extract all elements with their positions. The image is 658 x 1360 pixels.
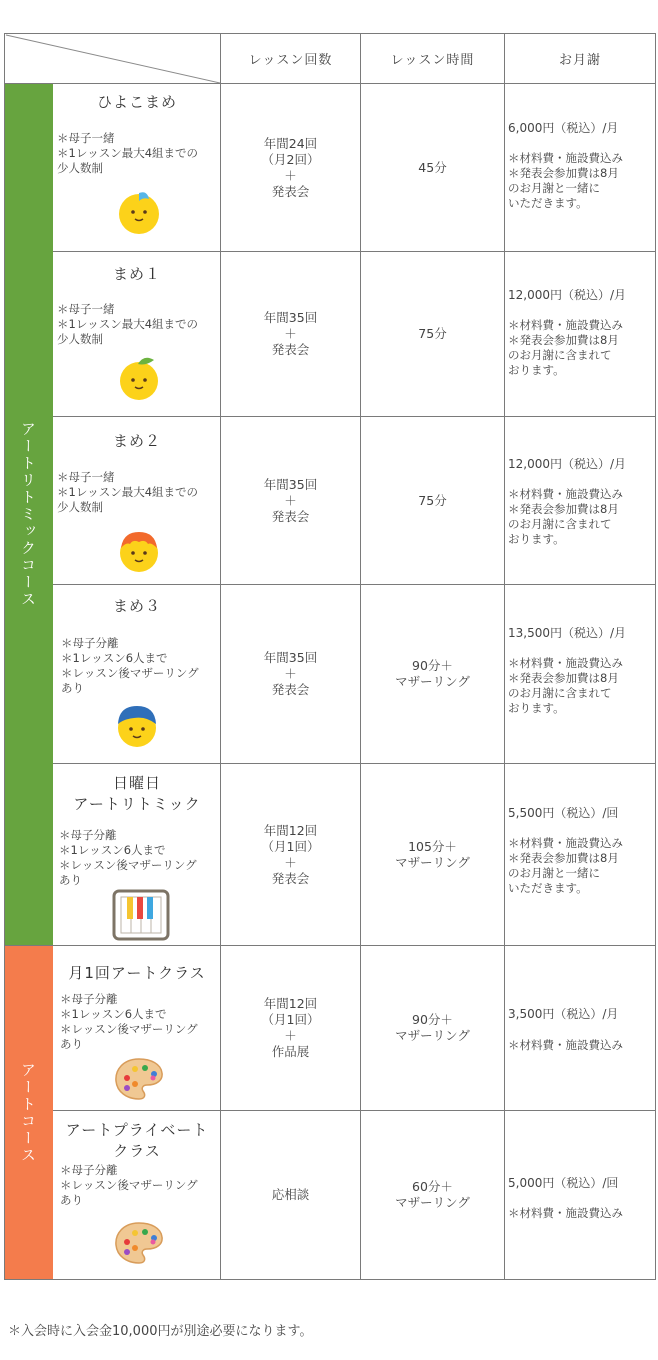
price: 6,000円（税込）/月 [508,121,619,135]
price: 13,500円（税込）/月 [508,626,627,640]
group-label-art-rhythmic: アートリトミックコース [19,421,37,608]
fee-notes: ＊材料費・施設費込み ＊発表会参加費は8月 のお月謝に含まれて おります。 [508,487,623,546]
blue-hair-face-icon [114,702,160,750]
sprout-face-icon [116,355,162,401]
fee-notes: ＊材料費・施設費込み ＊発表会参加費は8月 のお月謝に含まれて おります。 [508,318,623,377]
lesson-count: 年間35回 ＋ 発表会 [263,476,318,524]
price: 12,000円（税込）/月 [508,288,627,302]
header-lesson-count: レッスン回数 [248,52,333,68]
palette-icon [113,1220,165,1266]
lesson-time: 105分＋ マザーリング [395,838,470,870]
header-corner-diagonal [4,33,220,83]
course-notes: ＊母子一緒 ＊1レッスン最大4組までの 少人数制 [57,470,199,514]
course-notes: ＊母子分離 ＊レッスン後マザーリング あり [60,1163,198,1207]
fee-notes: ＊材料費・施設費込み ＊発表会参加費は8月 のお月謝と一緒に いただきます。 [508,836,623,895]
course-notes: ＊母子一緒 ＊1レッスン最大4組までの 少人数制 [57,131,199,175]
price: 5,500円（税込）/回 [508,806,619,820]
lesson-count: 年間12回 （月1回） ＋ 作品展 [261,996,320,1059]
course-name: ひよこまめ [96,93,177,111]
price: 3,500円（税込）/月 [508,1007,619,1021]
lesson-time: 90分＋ マザーリング [395,658,470,689]
palette-icon [113,1056,165,1102]
fee-notes: ＊材料費・施設費込み ＊発表会参加費は8月 のお月謝に含まれて おります。 [508,656,623,715]
course-notes: ＊母子分離 ＊1レッスン6人まで ＊レッスン後マザーリング あり [60,992,198,1051]
lesson-count: 年間12回 （月1回） ＋ 発表会 [261,822,320,886]
course-name: まめ３ [112,597,161,615]
orange-hair-face-icon [116,528,162,574]
fee-notes: ＊材料費・施設費込み [508,1038,623,1052]
fee-notes: ＊材料費・施設費込み [508,1206,623,1220]
lesson-count: 年間35回 ＋ 発表会 [263,650,318,697]
enrollment-fee-footnote: ＊入会時に入会金10,000円が別途必要になります。 [8,1324,313,1339]
header-lesson-time: レッスン時間 [390,52,475,68]
course-notes: ＊母子一緒 ＊1レッスン最大4組までの 少人数制 [57,302,199,346]
course-name: まめ２ [112,432,161,450]
lesson-time: 75分 [418,326,447,341]
lesson-count: 応相談 [271,1187,310,1202]
group-label-art: アートコース [19,1061,37,1164]
lesson-time: 75分 [418,492,447,508]
piano-keys-icon [112,889,170,941]
price: 12,000円（税込）/月 [508,457,627,471]
lesson-count: 年間35回 ＋ 発表会 [263,310,318,357]
price: 5,000円（税込）/回 [508,1176,619,1190]
header-monthly-fee: お月謝 [558,52,601,68]
fee-notes: ＊材料費・施設費込み ＊発表会参加費は8月 のお月謝と一緒に いただきます。 [508,151,623,210]
lesson-time: 90分＋ マザーリング [395,1012,470,1043]
chick-face-icon [116,189,162,235]
course-notes: ＊母子分離 ＊1レッスン6人まで ＊レッスン後マザーリング あり [59,828,197,887]
course-name: 月1回アートクラス [68,964,206,982]
lesson-time: 45分 [418,159,447,175]
lesson-time: 60分＋ マザーリング [395,1179,470,1210]
course-name: アートプライベート クラス [65,1121,209,1160]
course-name: 日曜日 アートリトミック [73,774,201,813]
course-name: まめ１ [112,265,161,283]
lesson-count: 年間24回 （月2回） ＋ 発表会 [261,135,320,199]
course-notes: ＊母子分離 ＊1レッスン6人まで ＊レッスン後マザーリング あり [61,636,199,695]
